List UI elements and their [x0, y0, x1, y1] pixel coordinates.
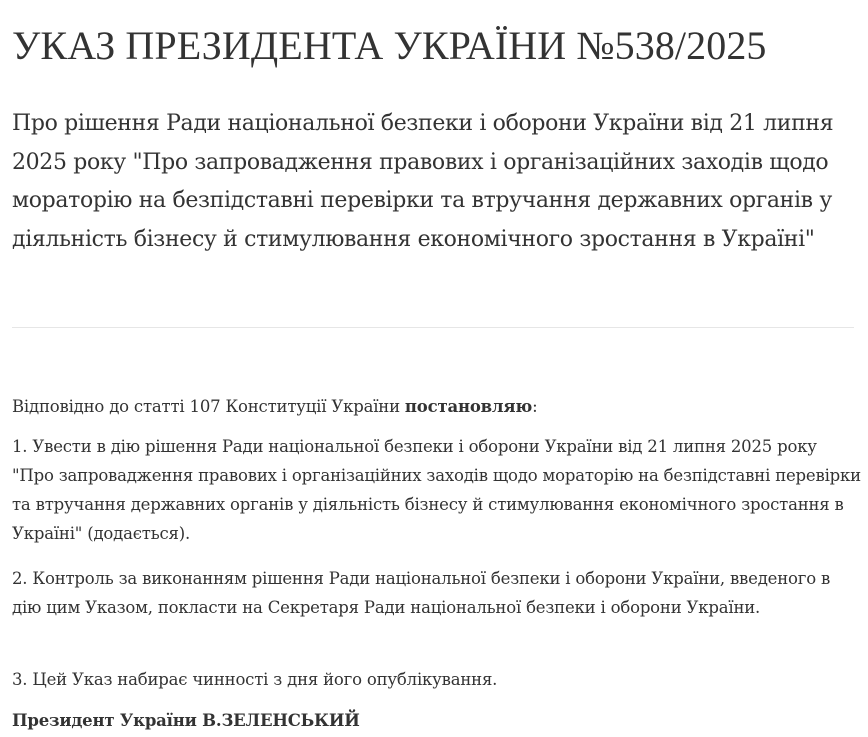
decree-item-3: 3. Цей Указ набирає чинності з дня його опублікування. — [12, 670, 498, 689]
decree-subject: Про рішення Ради національної безпеки і оборони України від 21 липня 2025 року "Про запровадження правових і організаційних заходів щодо мораторію на безпідставні перевірки та втручання державних органів у діяльність бізнесу й стимулювання економічного зростання в Україні" — [12, 111, 834, 252]
intro-emphasis: постановляю — [404, 397, 533, 416]
intro-text: Відповідно до статті 107 Конституції України — [12, 397, 405, 416]
decree-item-1: 1. Увести в дію рішення Ради національної безпеки і оборони України від 21 липня 2025 року "Про запровадження правових і організаційних заходів щодо мораторію на безпідставні перевірки та втручання державних органів у діяльність бізнесу й стимулювання економічного зростання в Україні" (додається). — [12, 437, 861, 543]
divider — [12, 327, 854, 328]
intro-paragraph — [12, 392, 862, 421]
page-title: УКАЗ ПРЕЗИДЕНТА УКРАЇНИ №538/2025 — [12, 23, 767, 68]
intro-suffix: : — [532, 397, 538, 416]
signature: Президент України В.ЗЕЛЕНСЬКИЙ — [12, 711, 360, 730]
decree-item-2: 2. Контроль за виконанням рішення Ради національної безпеки і оборони України, введеного в дію цим Указом, покласти на Секретаря Ради національної безпеки і оборони України. — [12, 569, 831, 617]
